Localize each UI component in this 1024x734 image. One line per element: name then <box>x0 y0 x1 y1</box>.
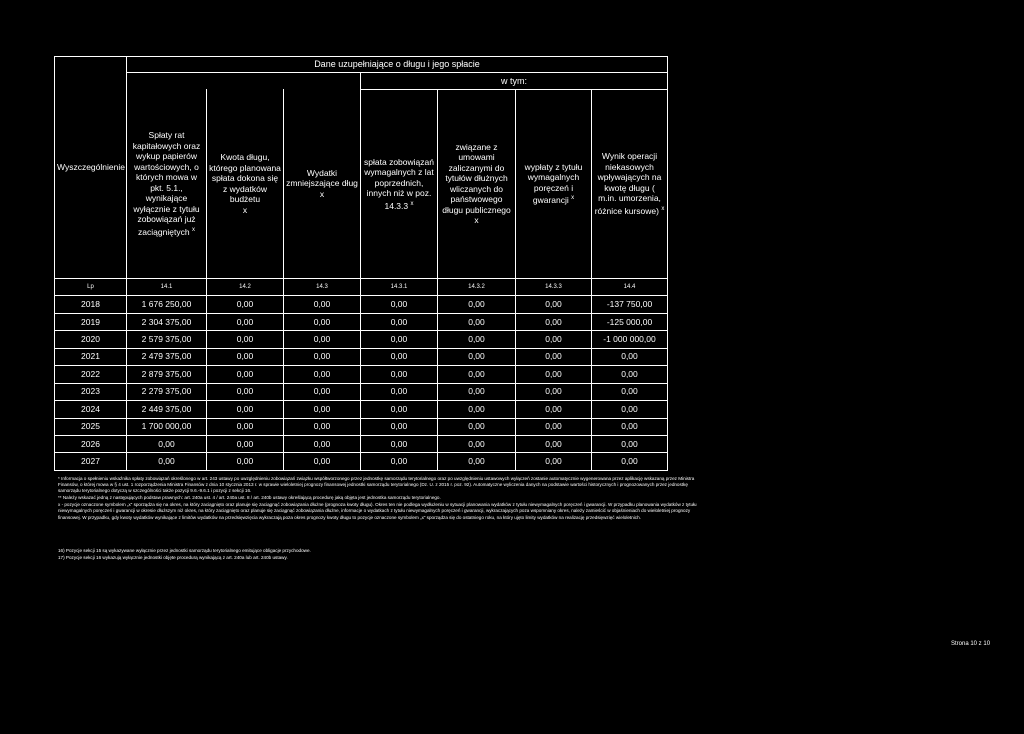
row-value-14-3: 0,00 <box>284 296 361 313</box>
row-value-14-2: 0,00 <box>207 296 284 313</box>
table-row <box>55 453 668 471</box>
row-value-14-3-2: 0,00 <box>438 331 516 348</box>
row-value-14-1: 2 579 375,00 <box>127 331 207 348</box>
row-value-14-3-1: 0,00 <box>361 348 438 365</box>
row-value-14-3-3: 0,00 <box>516 401 592 418</box>
row-value-14-1: 2 279 375,00 <box>127 383 207 400</box>
footnote-x-3: finansowej. W przypadku, gdy kwoty wydatków wynikające z limitów wydatków na przedsięwzięcia wykraczają poza okres prognozy kwoty długu to pozycje oznaczone symbolem „x” sporządza się do ostatniego roku, na który ujęto limity wydatków na realizację przedsięwzięć wieloletnich. <box>58 515 641 520</box>
row-value-14-3: 0,00 <box>284 313 361 330</box>
header-col-14-3-3-text: wypłaty z tytułu wymagalnych poręczeń i gwarancji <box>524 161 583 206</box>
table-row <box>55 383 668 400</box>
header-col-14-4 <box>592 89 668 278</box>
row-value-14-2: 0,00 <box>207 348 284 365</box>
row-value-14-3-1: 0,00 <box>361 296 438 313</box>
row-value-14-2: 0,00 <box>207 383 284 400</box>
header-col-14-3-3 <box>516 89 592 278</box>
row-value-14-1: 1 676 250,00 <box>127 296 207 313</box>
header-spacer <box>127 73 361 89</box>
row-value-14-3: 0,00 <box>284 331 361 348</box>
row-value-14-3-2: 0,00 <box>438 401 516 418</box>
row-value-14-3-3: 0,00 <box>516 313 592 330</box>
row-value-14-3: 0,00 <box>284 418 361 435</box>
header-col-14-3-2 <box>438 89 516 278</box>
row-year: 2021 <box>55 348 127 365</box>
row-value-14-4: 0,00 <box>592 435 668 452</box>
row-value-14-2: 0,00 <box>207 435 284 452</box>
row-value-14-3-1: 0,00 <box>361 383 438 400</box>
row-value-14-3: 0,00 <box>284 348 361 365</box>
row-value-14-3-3: 0,00 <box>516 348 592 365</box>
row-value-14-4: 0,00 <box>592 418 668 435</box>
row-value-14-4: 0,00 <box>592 366 668 383</box>
column-number: 14.2 <box>207 278 284 296</box>
row-value-14-3-1: 0,00 <box>361 453 438 471</box>
row-value-14-3-1: 0,00 <box>361 366 438 383</box>
header-col-14-3-text: Wydatki zmniejszające dług <box>286 167 358 189</box>
row-value-14-1: 2 479 375,00 <box>127 348 207 365</box>
row-value-14-2: 0,00 <box>207 313 284 330</box>
row-year: 2018 <box>55 296 127 313</box>
row-value-14-3-3: 0,00 <box>516 331 592 348</box>
row-value-14-3-2: 0,00 <box>438 418 516 435</box>
x-mark: x <box>661 205 665 212</box>
table-row <box>55 331 668 348</box>
header-col-14-3 <box>284 89 361 278</box>
table-row <box>55 366 668 383</box>
row-value-14-3-2: 0,00 <box>438 366 516 383</box>
x-mark: x <box>242 204 248 215</box>
column-number: Lp <box>55 278 127 296</box>
x-mark: x <box>571 195 575 202</box>
row-value-14-2: 0,00 <box>207 331 284 348</box>
row-value-14-3-2: 0,00 <box>438 296 516 313</box>
header-col-14-2 <box>207 89 284 278</box>
debt-data-table <box>54 56 668 471</box>
row-value-14-3-2: 0,00 <box>438 348 516 365</box>
footnote-x-1: x - pozycje oznaczone symbolem „x” sporządza się na okres, na który zaciągnięto oraz planuje się zaciągnąć zobowiązania dłużne (prognoza kwoty długu). Okres ten nie podlega wydłużeniu w sytuacji planowania wydatków z tytułu niewymagalnych poręczeń i gwarancji. W przypadku planowania wydatków z tytułu <box>58 502 697 507</box>
row-value-14-1: 1 700 000,00 <box>127 418 207 435</box>
row-value-14-3-3: 0,00 <box>516 366 592 383</box>
table-row <box>55 435 668 452</box>
row-value-14-3: 0,00 <box>284 366 361 383</box>
row-value-14-3-2: 0,00 <box>438 435 516 452</box>
table-body <box>55 296 668 471</box>
x-mark: x <box>474 215 479 226</box>
row-value-14-4: 0,00 <box>592 383 668 400</box>
header-col-14-3-2-text: związane z umowami zaliczanymi do tytułów dłużnych wliczanych do państwowego długu publicznego <box>442 141 511 215</box>
column-number: 14.3 <box>284 278 361 296</box>
row-value-14-1: 0,00 <box>127 435 207 452</box>
row-value-14-4: 0,00 <box>592 453 668 471</box>
row-value-14-2: 0,00 <box>207 401 284 418</box>
column-number: 14.4 <box>592 278 668 296</box>
row-value-14-3-1: 0,00 <box>361 418 438 435</box>
row-value-14-3-1: 0,00 <box>361 401 438 418</box>
row-value-14-2: 0,00 <box>207 418 284 435</box>
x-mark: x <box>410 200 414 207</box>
header-wyszczegolnienie: Wyszczególnienie <box>55 57 127 279</box>
row-value-14-3-1: 0,00 <box>361 313 438 330</box>
header-col-14-2-text: Kwota długu, którego planowana spłata dokona się z wydatków budżetu <box>209 152 281 205</box>
note-16: 16) Pozycje sekcji 15 są wykazywane wyłącznie przez jednostki samorządu terytorialnego emitujące obligacje przychodowe. <box>58 548 311 553</box>
row-value-14-1: 2 879 375,00 <box>127 366 207 383</box>
row-year: 2024 <box>55 401 127 418</box>
x-mark: x <box>191 226 195 233</box>
row-value-14-1: 2 449 375,00 <box>127 401 207 418</box>
row-value-14-3-1: 0,00 <box>361 435 438 452</box>
row-value-14-2: 0,00 <box>207 366 284 383</box>
table-row <box>55 348 668 365</box>
row-year: 2020 <box>55 331 127 348</box>
row-value-14-4: -1 000 000,00 <box>592 331 668 348</box>
row-value-14-1: 0,00 <box>127 453 207 471</box>
x-mark: x <box>319 188 325 199</box>
row-value-14-3: 0,00 <box>284 401 361 418</box>
note-17: 17) Pozycje sekcji 16 wykazują wyłącznie jednostki objęte procedurą wynikającą z art. 240a lub art. 240b ustawy. <box>58 555 288 560</box>
row-value-14-3-2: 0,00 <box>438 383 516 400</box>
header-group-title: Dane uzupełniające o długu i jego spłacie <box>127 57 668 73</box>
row-year: 2025 <box>55 418 127 435</box>
column-number: 14.3.3 <box>516 278 592 296</box>
row-value-14-4: -125 000,00 <box>592 313 668 330</box>
row-value-14-3-3: 0,00 <box>516 435 592 452</box>
column-number: 14.1 <box>127 278 207 296</box>
row-year: 2026 <box>55 435 127 452</box>
column-number: 14.3.1 <box>361 278 438 296</box>
row-year: 2027 <box>55 453 127 471</box>
table-row <box>55 418 668 435</box>
footnote-asterisk-2: Finansów, o której mowa w § 4 ust. 1 rozporządzenia Ministra Finansów z dnia 10 stycznia 2013 r. w sprawie wieloletniej prognozy finansowej jednostki samorządu terytorialnego (Dz. U. z 2015 r. poz. 92). Automatyczne wyliczenia danych na podstawie wartości historycznych i prognozowanych przez jednostkę <box>58 482 688 487</box>
row-value-14-4: -137 750,00 <box>592 296 668 313</box>
footnote-x-2: niewymagalnych poręczeń i gwarancji w okresie dłuższym niż okres, na który zaciągnięto oraz planuje się zaciągnąć zobowiązania dłużne, informacje o wydatkach z tytułu niewymagalnych poręczeń i gwarancji, wykraczających poza wspomniany okres, należy zamieścić w objaśnieniach do wieloletniej prognozy <box>58 508 691 513</box>
footnote-double-asterisk: ** Należy wskazać jedną z następujących podstaw prawnych: art. 240a ust. 4 / art. 240a ust. 8 / art. 240b ustawy określającą procedurę jaką objęta jest jednostka samorządu terytorialnego. <box>58 495 441 500</box>
column-number: 14.3.2 <box>438 278 516 296</box>
header-col-14-4-text: Wynik operacji niekasowych wpływających na kwotę długu ( m.in. umorzenia, różnice kursowe) <box>594 151 662 216</box>
row-value-14-3-2: 0,00 <box>438 453 516 471</box>
header-col-14-1-text: Spłaty rat kapitałowych oraz wykup papierów wartościowych, o których mowa w pkt. 5.1., wynikające wyłącznie z tytułu zobowiązań już zaciągniętych <box>132 130 201 237</box>
header-col-14-3-1-text: spłata zobowiązań wymagalnych z lat poprzednich, innych niż w poz. 14.3.3 <box>364 156 434 211</box>
footnote-asterisk-3: samorządu terytorialnego dotyczą w szczególności także pozycji 9.6.-9.6.1 i pozycji z sekcji 16. <box>58 488 252 493</box>
table-row <box>55 401 668 418</box>
row-year: 2019 <box>55 313 127 330</box>
row-value-14-3-3: 0,00 <box>516 296 592 313</box>
row-value-14-2: 0,00 <box>207 453 284 471</box>
row-value-14-4: 0,00 <box>592 348 668 365</box>
header-col-14-1 <box>127 89 207 278</box>
row-value-14-4: 0,00 <box>592 401 668 418</box>
header-col-14-3-1 <box>361 89 438 278</box>
row-value-14-3: 0,00 <box>284 383 361 400</box>
row-value-14-3-3: 0,00 <box>516 418 592 435</box>
row-value-14-3-3: 0,00 <box>516 383 592 400</box>
header-subgroup-title: w tym: <box>361 73 668 89</box>
row-value-14-3-1: 0,00 <box>361 331 438 348</box>
row-year: 2022 <box>55 366 127 383</box>
table-row <box>55 296 668 313</box>
footnote-asterisk-1: * Informacja o spełnieniu wskaźnika spłaty zobowiązań określonego w art. 243 ustawy po uwzględnieniu zobowiązań związku współtworzonego przez jednostkę samorządu terytorialnego oraz po uwzględnieniu ustawowych wyłączeń zostanie automatycznie wygenerowana przez aplikację wskazaną przez Ministra <box>58 476 695 481</box>
row-value-14-3: 0,00 <box>284 435 361 452</box>
row-value-14-3-2: 0,00 <box>438 313 516 330</box>
table-row <box>55 313 668 330</box>
row-value-14-3: 0,00 <box>284 453 361 471</box>
page-number: Strona 10 z 10 <box>951 641 991 647</box>
row-value-14-1: 2 304 375,00 <box>127 313 207 330</box>
row-value-14-3-3: 0,00 <box>516 453 592 471</box>
row-year: 2023 <box>55 383 127 400</box>
